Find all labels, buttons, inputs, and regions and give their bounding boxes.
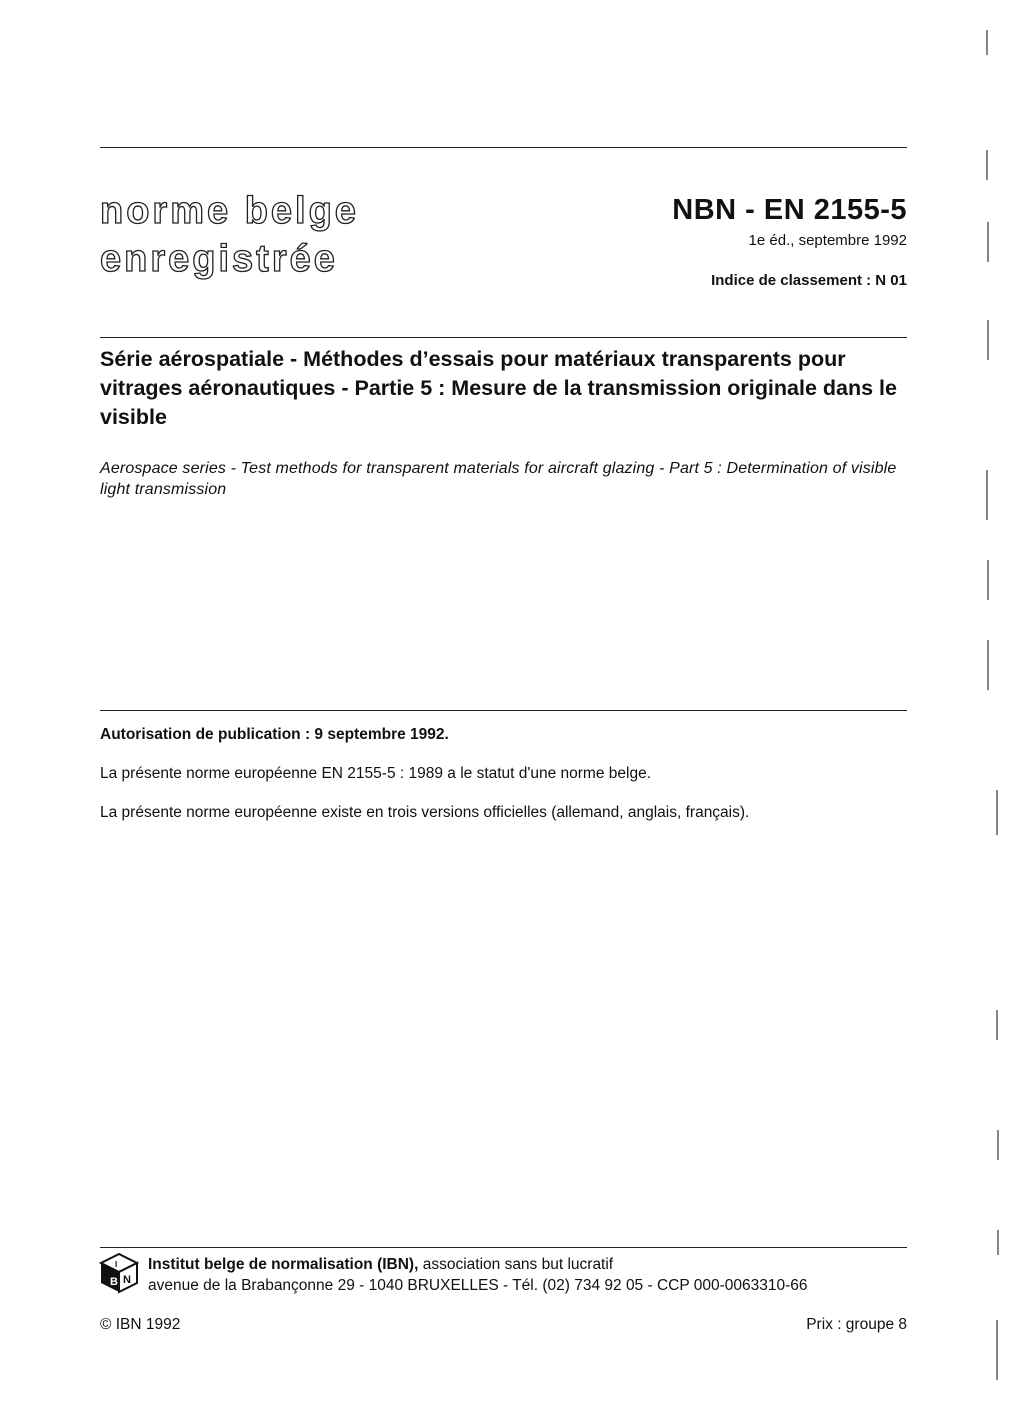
- margin-scan-marks: [980, 0, 1010, 1416]
- footer-rule: [100, 1247, 907, 1248]
- institute-name: Institut belge de normalisation (IBN),: [148, 1256, 419, 1273]
- title-rule: [100, 337, 907, 338]
- institute-line: [148, 1256, 613, 1274]
- status-paragraph: La présente norme européenne EN 2155-5 : 1989 a le statut d'une norme belge.: [100, 765, 652, 782]
- svg-text:N: N: [123, 1274, 131, 1286]
- ibn-logo-icon: [99, 1252, 139, 1294]
- header-rule: [100, 147, 907, 148]
- standard-number: NBN - EN 2155-5: [672, 194, 907, 226]
- institute-description: association sans but lucratif: [418, 1256, 614, 1273]
- title-french: Série aérospatiale - Méthodes d’essais pour matériaux transparents pour vitrages aéronautiques - Partie 5 : Mesure de la transmission originale dans le visible: [100, 347, 897, 429]
- classification-index: Indice de classement : N 01: [711, 272, 907, 289]
- svg-text:B: B: [110, 1276, 118, 1288]
- institute-address: avenue de la Brabançonne 29 - 1040 BRUXELLES - Tél. (02) 734 92 05 - CCP 000-0063310-66: [148, 1277, 808, 1294]
- title-english: Aerospace series - Test methods for transparent materials for aircraft glazing - Part 5 : Determination of visible light transmission: [100, 460, 897, 498]
- svg-text:I: I: [115, 1260, 118, 1269]
- edition-date: 1e éd., septembre 1992: [748, 232, 907, 249]
- publication-rule: [100, 710, 907, 711]
- versions-paragraph: La présente norme européenne existe en trois versions officielles (allemand, anglais, français).: [100, 804, 750, 821]
- copyright: © IBN 1992: [100, 1316, 181, 1333]
- publication-authorization: Autorisation de publication : 9 septembre 1992.: [100, 726, 449, 743]
- brand-line-1: norme belge: [100, 190, 359, 232]
- price-group: Prix : groupe 8: [806, 1316, 907, 1333]
- brand-line-2: enregistrée: [100, 238, 338, 280]
